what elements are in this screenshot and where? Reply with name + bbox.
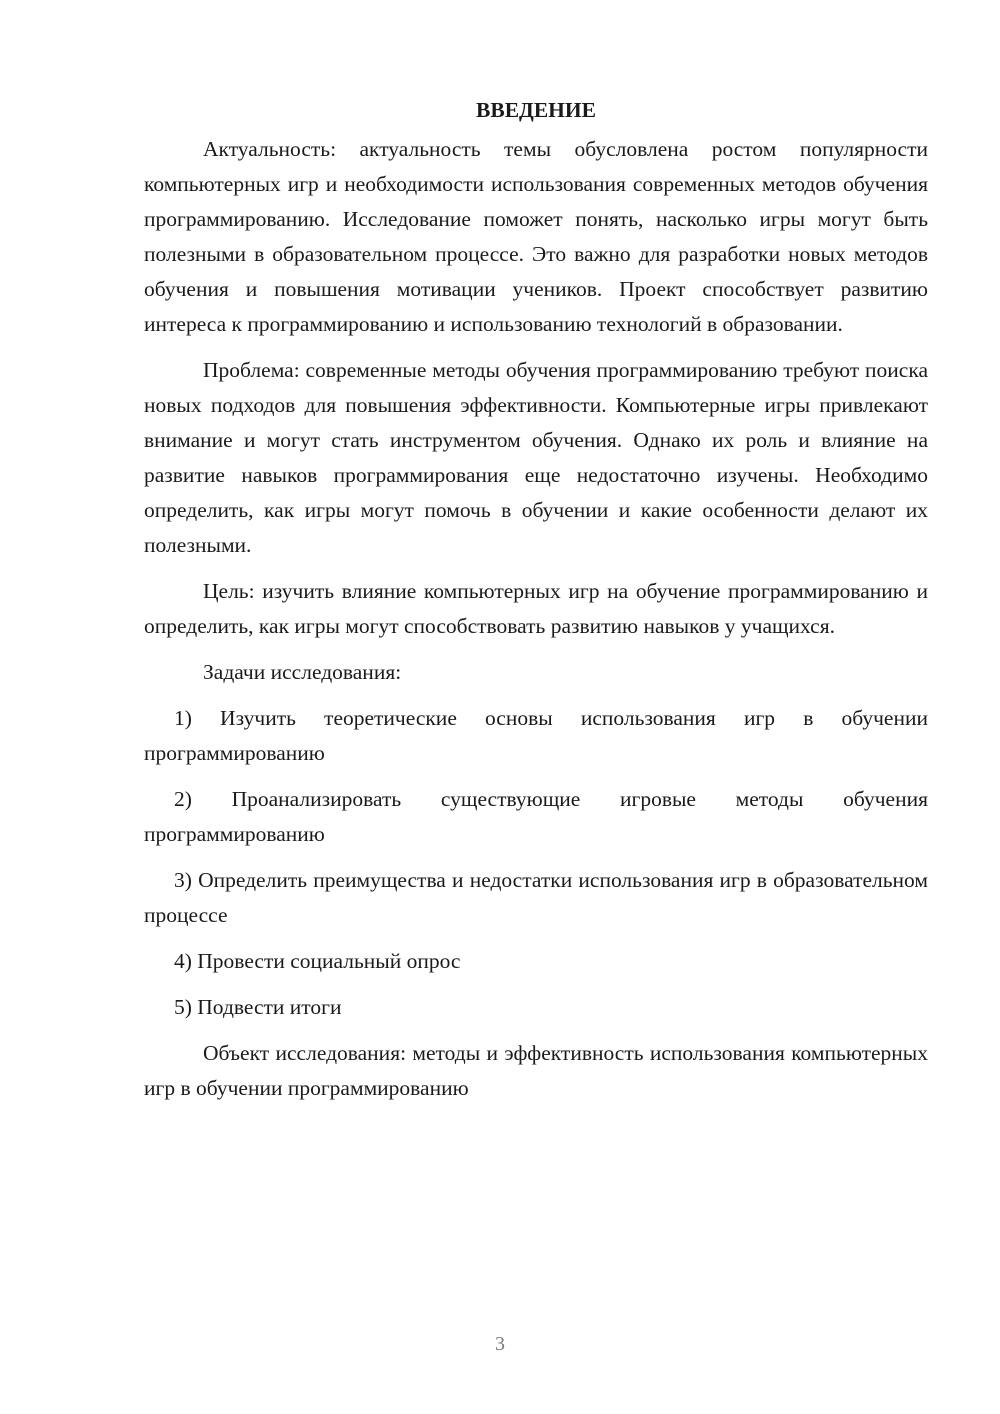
task-item: 1) Изучить теоретические основы использования игр в обучении программированию [144,706,928,765]
problem-paragraph: Проблема: современные методы обучения программированию требуют поиска новых подходов для повышения эффективности. Компьютерные игры привлекают внимание и могут стать инструментом обучения. Однако их роль и влияние на развитие навыков программирования еще недостаточно изучены. Необходимо определить, как игры могут помочь в обучении и какие особенности делают их полезными. [144,358,928,557]
task-item: 5) Подвести итоги [174,995,342,1019]
task-item: 4) Провести социальный опрос [174,949,461,973]
relevance-paragraph: Актуальность: актуальность темы обусловлена ростом популярности компьютерных игр и необходимости использования современных методов обучения программированию. Исследование поможет понять, насколько игры могут быть полезными в образовательном процессе. Это важно для разработки новых методов обучения и повышения мотивации учеников. Проект способствует развитию интереса к программированию и использованию технологий в образовании. [144,137,928,336]
goal-paragraph: Цель: изучить влияние компьютерных игр на обучение программированию и определить, как игры могут способствовать развитию навыков у учащихся. [144,579,928,638]
section-title: ВВЕДЕНИЕ [476,98,596,122]
task-item: 2) Проанализировать существующие игровые методы обучения программированию [144,787,928,846]
task-item: 3) Определить преимущества и недостатки использования игр в образовательном процессе [144,868,928,927]
tasks-heading: Задачи исследования: [203,660,402,684]
page-number: 3 [495,1333,505,1355]
object-paragraph: Объект исследования: методы и эффективность использования компьютерных игр в обучении программированию [144,1041,928,1100]
page-content [144,92,928,1117]
